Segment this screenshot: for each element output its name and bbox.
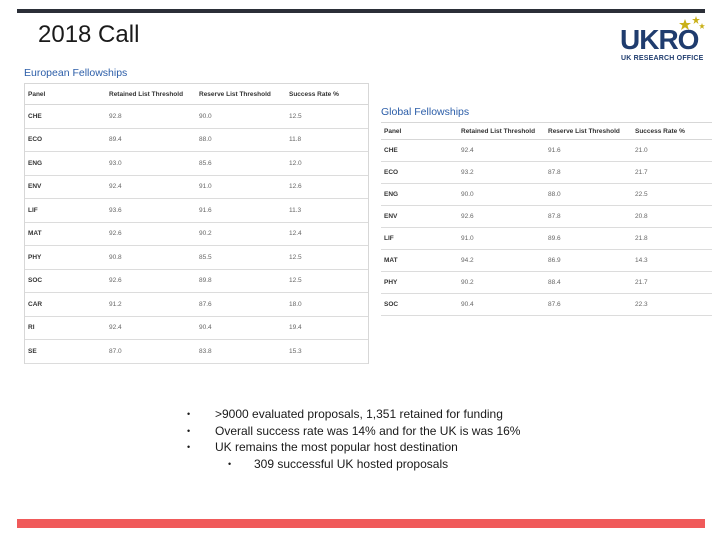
logo-subtitle: UK RESEARCH OFFICE: [621, 55, 704, 62]
value-cell: 91.0: [196, 175, 286, 199]
bullet-text: 309 successful UK hosted proposals: [254, 456, 449, 471]
value-cell: 92.4: [106, 175, 196, 199]
value-cell: 12.6: [286, 175, 368, 199]
value-cell: 21.7: [632, 162, 712, 184]
value-cell: 92.4: [106, 316, 196, 340]
panel-cell: PHY: [25, 246, 106, 270]
panel-cell: SE: [25, 340, 106, 364]
table-row: [381, 272, 712, 294]
slide-title: 2018 Call: [38, 21, 140, 48]
value-cell: 88.4: [545, 272, 632, 294]
value-cell: 85.5: [196, 246, 286, 270]
value-cell: 22.3: [632, 294, 712, 316]
value-cell: 11.8: [286, 128, 368, 152]
global-fellowships-table: [381, 122, 712, 316]
value-cell: 12.0: [286, 152, 368, 176]
panel-cell: SOC: [381, 294, 458, 316]
value-cell: 89.6: [545, 228, 632, 250]
value-cell: 89.8: [196, 269, 286, 293]
column-header: Panel: [381, 123, 458, 140]
value-cell: 90.4: [458, 294, 545, 316]
table-row: [25, 105, 368, 129]
value-cell: 91.2: [106, 293, 196, 317]
value-cell: 83.8: [196, 340, 286, 364]
value-cell: 87.8: [545, 162, 632, 184]
value-cell: 18.0: [286, 293, 368, 317]
panel-cell: ENG: [25, 152, 106, 176]
table-row: [25, 316, 368, 340]
value-cell: 21.7: [632, 272, 712, 294]
table-row: [25, 152, 368, 176]
bottom-accent-bar: [17, 519, 705, 528]
panel-cell: RI: [25, 316, 106, 340]
value-cell: 87.6: [545, 294, 632, 316]
value-cell: 92.6: [106, 222, 196, 246]
ukro-logo: [620, 14, 710, 64]
bullet-marker: •: [187, 442, 191, 452]
value-cell: 12.5: [286, 269, 368, 293]
value-cell: 14.3: [632, 250, 712, 272]
table-row: [25, 175, 368, 199]
top-rule: [17, 9, 705, 13]
value-cell: 92.4: [458, 140, 545, 162]
value-cell: 12.4: [286, 222, 368, 246]
panel-cell: MAT: [381, 250, 458, 272]
value-cell: 90.4: [196, 316, 286, 340]
value-cell: 87.8: [545, 206, 632, 228]
european-fellowships-panel: [24, 67, 369, 364]
european-fellowships-title: European Fellowships: [24, 67, 128, 79]
european-table-frame: [24, 83, 369, 364]
panel-cell: ECO: [25, 128, 106, 152]
value-cell: 90.2: [196, 222, 286, 246]
value-cell: 90.0: [196, 105, 286, 129]
value-cell: 92.6: [106, 269, 196, 293]
value-cell: 12.5: [286, 105, 368, 129]
panel-cell: LIF: [381, 228, 458, 250]
panel-cell: SOC: [25, 269, 106, 293]
value-cell: 90.0: [458, 184, 545, 206]
value-cell: 94.2: [458, 250, 545, 272]
panel-cell: CHE: [25, 105, 106, 129]
value-cell: 90.8: [106, 246, 196, 270]
value-cell: 21.8: [632, 228, 712, 250]
column-header: Panel: [25, 84, 106, 105]
table-row: [25, 269, 368, 293]
value-cell: 91.6: [196, 199, 286, 223]
global-fellowships-title: Global Fellowships: [381, 106, 470, 118]
column-header: Retained List Threshold: [106, 84, 196, 105]
value-cell: 87.0: [106, 340, 196, 364]
table-row: [25, 293, 368, 317]
value-cell: 92.8: [106, 105, 196, 129]
value-cell: 11.3: [286, 199, 368, 223]
table-row: [381, 184, 712, 206]
column-header: Retained List Threshold: [458, 123, 545, 140]
bullet-marker: •: [187, 425, 191, 436]
value-cell: 93.6: [106, 199, 196, 223]
value-cell: 22.5: [632, 184, 712, 206]
table-row: [381, 162, 712, 184]
value-cell: 15.3: [286, 340, 368, 364]
panel-cell: LIF: [25, 199, 106, 223]
value-cell: 93.2: [458, 162, 545, 184]
panel-cell: MAT: [25, 222, 106, 246]
table-header-row: [381, 123, 712, 140]
value-cell: 86.9: [545, 250, 632, 272]
value-cell: 91.0: [458, 228, 545, 250]
panel-cell: ECO: [381, 162, 458, 184]
table-row: [25, 340, 368, 364]
global-table-body: [381, 140, 712, 316]
panel-cell: ENV: [25, 175, 106, 199]
european-fellowships-table: [25, 83, 368, 364]
table-row: [381, 228, 712, 250]
value-cell: 88.0: [545, 184, 632, 206]
bullet-text: Overall success rate was 14% and for the UK is was 16%: [215, 423, 521, 438]
value-cell: 90.2: [458, 272, 545, 294]
table-row: [381, 294, 712, 316]
value-cell: 93.0: [106, 152, 196, 176]
panel-cell: ENV: [381, 206, 458, 228]
table-row: [381, 206, 712, 228]
value-cell: 87.6: [196, 293, 286, 317]
value-cell: 91.6: [545, 140, 632, 162]
table-row: [25, 246, 368, 270]
value-cell: 12.5: [286, 246, 368, 270]
panel-cell: PHY: [381, 272, 458, 294]
value-cell: 21.0: [632, 140, 712, 162]
value-cell: 89.4: [106, 128, 196, 152]
table-row: [381, 140, 712, 162]
table-row: [25, 199, 368, 223]
logo-wordmark: UKRO: [620, 24, 699, 55]
table-row: [25, 128, 368, 152]
bullet-text: >9000 evaluated proposals, 1,351 retained for funding: [215, 407, 503, 421]
table-row: [25, 222, 368, 246]
value-cell: 92.6: [458, 206, 545, 228]
european-table-body: [25, 105, 368, 364]
panel-cell: CHE: [381, 140, 458, 162]
column-header: Success Rate %: [632, 123, 712, 140]
panel-cell: CAR: [25, 293, 106, 317]
table-row: [381, 250, 712, 272]
bullet-marker: •: [187, 409, 191, 419]
table-header-row: [25, 84, 368, 105]
value-cell: 20.8: [632, 206, 712, 228]
value-cell: 19.4: [286, 316, 368, 340]
bullet-marker: •: [228, 458, 232, 469]
panel-cell: ENG: [381, 184, 458, 206]
value-cell: 85.6: [196, 152, 286, 176]
column-header: Reserve List Threshold: [196, 84, 286, 105]
column-header: Success Rate %: [286, 84, 368, 105]
bullet-text: UK remains the most popular host destination: [215, 440, 458, 454]
value-cell: 88.0: [196, 128, 286, 152]
global-fellowships-panel: [381, 106, 712, 316]
column-header: Reserve List Threshold: [545, 123, 632, 140]
